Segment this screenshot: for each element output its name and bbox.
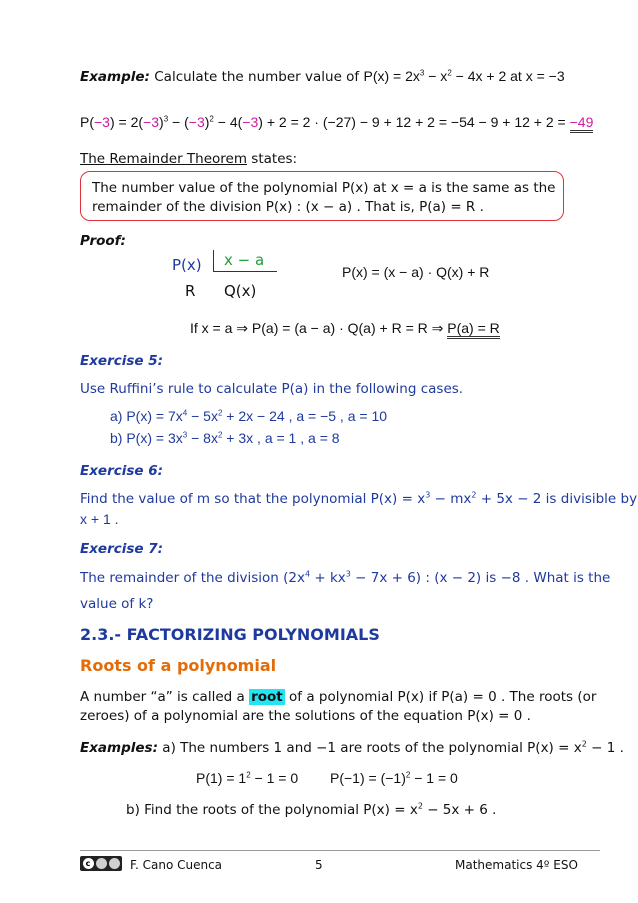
division-identity: P(x) = (x − a) · Q(x) + R <box>342 264 490 280</box>
proof-label: Proof: <box>80 233 126 249</box>
examples-line: Examples: a) The numbers 1 and −1 are roots of the polynomial $P(x) = x^2 - 1$ . <box>80 739 624 756</box>
theorem-heading-line: The Remainder Theorem states: <box>80 151 298 167</box>
example-label: Example: <box>80 69 150 85</box>
result-value: −49 <box>570 114 594 133</box>
roots-definition-line-1: A number “a” is called a root of a polynomial P(x) if P(a) = 0 . The roots (or <box>80 689 597 705</box>
footer-rule <box>80 850 600 851</box>
exercise-5-label: Exercise 5: <box>80 353 164 369</box>
exercise-5b: b) $P(x) = 3x^3 - 8x^2 + 3x$ , a = 1 , a = 8 <box>110 430 340 446</box>
root-highlight: root <box>251 689 283 705</box>
exercise-6-line-2: x + 1 . <box>80 511 119 527</box>
footer-course: Mathematics 4º ESO <box>455 858 578 872</box>
division-quotient: Q(x) <box>224 282 257 300</box>
examples-label: Examples: <box>80 740 158 756</box>
section-subtitle: Roots of a polynomial <box>80 656 277 675</box>
example-b-line: b) Find the roots of the polynomial $P(x) = x^2 - 5x + 6$ . <box>126 801 497 818</box>
root-check-1: $P(1) = 1^2 - 1 = 0$ <box>196 770 299 786</box>
evaluation-line: $P(-3) = 2(-3)^3 - (-3)^2 - 4(-3) + 2 = 2 \cdot (-27) - 9 + 12 + 2 = -54 - 9 + 12 + 2 = -49$ <box>80 114 593 130</box>
division-divisor: x − a <box>224 251 265 269</box>
division-remainder: R <box>185 282 196 300</box>
division-bracket-vertical <box>213 250 214 272</box>
theorem-line-2: remainder of the division P(x) : (x − a) . That is, P(a) = R . <box>92 199 484 215</box>
division-bracket-horizontal <box>213 271 277 272</box>
polynomial-expression: $P(x) = 2x^3 - x^2 - 4x + 2$ at x = −3 <box>363 68 565 84</box>
theorem-heading: The Remainder Theorem <box>80 151 248 167</box>
theorem-line-1: The number value of the polynomial P(x) at x = a is the same as the <box>92 180 556 196</box>
section-title: 2.3.- FACTORIZING POLYNOMIALS <box>80 625 380 644</box>
division-dividend: P(x) <box>172 256 202 274</box>
example-line: Example: Calculate the number value of $P(x) = 2x^3 - x^2 - 4x + 2$ at x = −3 <box>80 68 565 85</box>
exercise-5a: a) $P(x) = 7x^4 - 5x^2 + 2x - 24$ , a = −5 , a = 10 <box>110 408 388 424</box>
exercise-6-line-1: Find the value of m so that the polynomial $P(x) = x^3 - mx^2 + 5x - 2$ is divisible by <box>80 490 638 507</box>
cc-by-nc-sa-badge-icon: c <box>80 856 122 871</box>
exercise-7-line-2: value of k? <box>80 596 154 612</box>
exercise-7-line-1: The remainder of the division $(2x^4 + kx^3 - 7x + 6)$ : (x − 2) is −8 . What is the <box>80 569 611 586</box>
footer-page-number: 5 <box>315 858 323 872</box>
proof-result: P(a) = R <box>447 320 500 339</box>
exercise-6-label: Exercise 6: <box>80 463 164 479</box>
roots-definition-line-2: zeroes) of a polynomial are the solutions of the equation P(x) = 0 . <box>80 708 531 724</box>
exercise-5-text: Use Ruffini’s rule to calculate P(a) in the following cases. <box>80 381 464 397</box>
proof-conclusion-line: If x = a ⇒ P(a) = (a − a) · Q(a) + R = R ⇒ P(a) = R <box>190 320 500 337</box>
root-check-2: $P(-1) = (-1)^2 - 1 = 0$ <box>330 770 458 786</box>
footer-author: F. Cano Cuenca <box>130 858 223 872</box>
exercise-7-label: Exercise 7: <box>80 541 164 557</box>
